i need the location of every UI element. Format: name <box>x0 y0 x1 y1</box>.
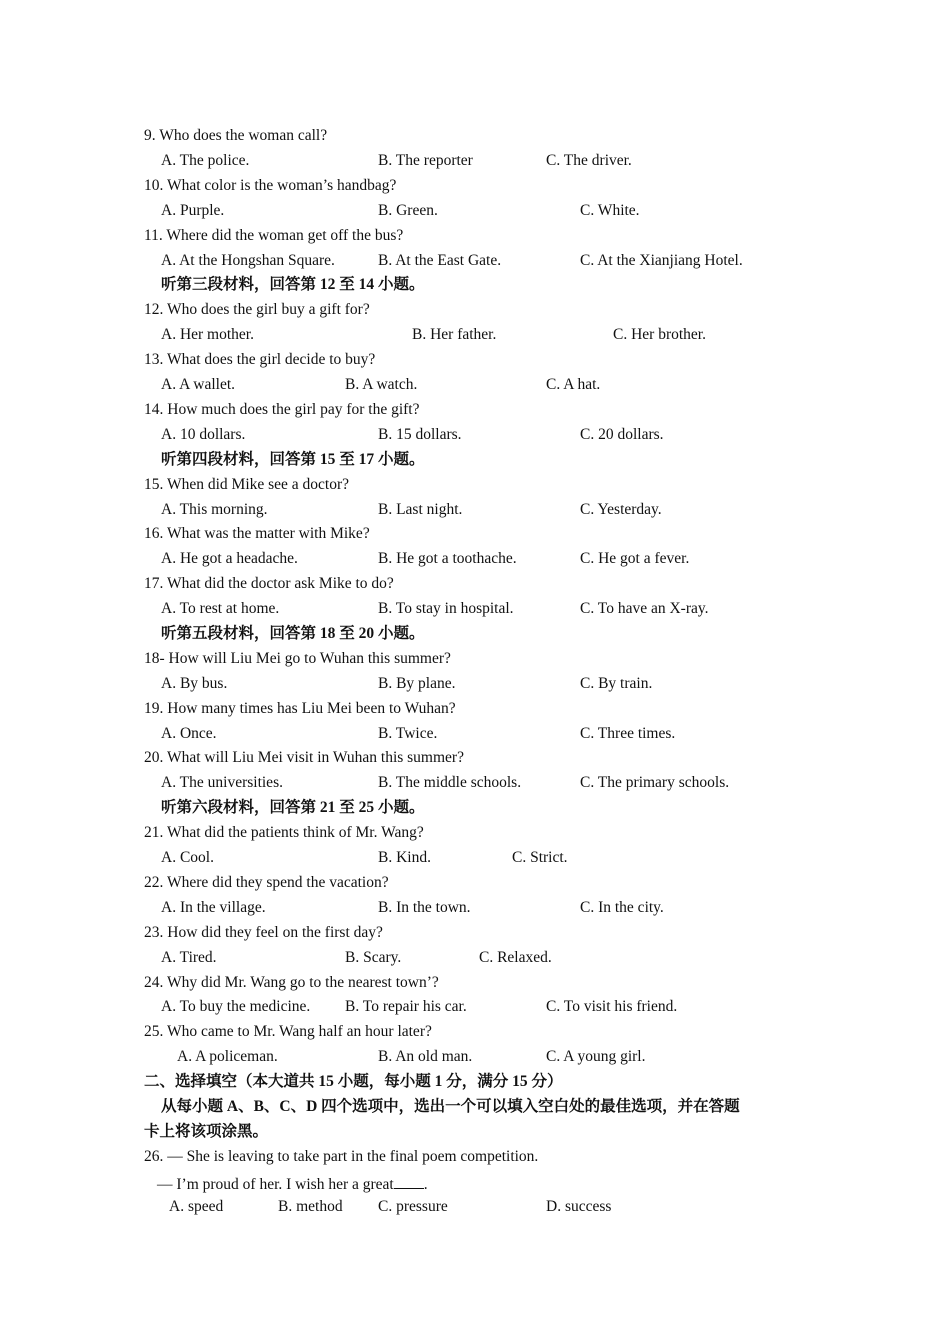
option-15b: B. Last night. <box>378 501 463 518</box>
option-11a: A. At the Hongshan Square. <box>161 252 335 269</box>
option-12c: C. Her brother. <box>613 326 706 343</box>
question-23: 23. How did they feel on the first day? <box>144 924 383 941</box>
option-25c: C. A young girl. <box>546 1048 646 1065</box>
option-18c: C. By train. <box>580 675 653 692</box>
option-11c: C. At the Xianjiang Hotel. <box>580 252 743 269</box>
option-15c: C. Yesterday. <box>580 501 662 518</box>
option-18b: B. By plane. <box>378 675 456 692</box>
option-23a: A. Tired. <box>161 949 217 966</box>
option-13c: C. A hat. <box>546 376 601 393</box>
question-14: 14. How much does the girl pay for the gift? <box>144 401 420 418</box>
option-19a: A. Once. <box>161 725 217 742</box>
option-24c: C. To visit his friend. <box>546 998 678 1015</box>
question-11: 11. Where did the woman get off the bus? <box>144 227 404 244</box>
option-14a: A. 10 dollars. <box>161 426 246 443</box>
section-6-heading: 听第六段材料，回答第 21 至 25 小题。 <box>161 799 425 816</box>
option-21c: C. Strict. <box>512 849 568 866</box>
question-21: 21. What did the patients think of Mr. Wang? <box>144 824 424 841</box>
question-12: 12. Who does the girl buy a gift for? <box>144 301 370 318</box>
option-16b: B. He got a toothache. <box>378 550 517 567</box>
option-16a: A. He got a headache. <box>161 550 298 567</box>
option-21a: A. Cool. <box>161 849 214 866</box>
question-26-reply <box>157 1172 428 1195</box>
option-22a: A. In the village. <box>161 899 266 916</box>
option-11b: B. At the East Gate. <box>378 252 502 269</box>
option-24a: A. To buy the medicine. <box>161 998 311 1015</box>
option-10b: B. Green. <box>378 202 438 219</box>
part-2-heading: 二、选择填空（本大道共 15 小题，每小题 1 分，满分 15 分） <box>144 1073 563 1090</box>
option-21b: B. Kind. <box>378 849 431 866</box>
question-16: 16. What was the matter with Mike? <box>144 525 370 542</box>
option-12b: B. Her father. <box>412 326 497 343</box>
question-17: 17. What did the doctor ask Mike to do? <box>144 575 394 592</box>
option-17a: A. To rest at home. <box>161 600 280 617</box>
option-19c: C. Three times. <box>580 725 676 742</box>
question-25: 25. Who came to Mr. Wang half an hour later? <box>144 1023 432 1040</box>
option-26c: C. pressure <box>378 1198 448 1215</box>
question-9: 9. Who does the woman call? <box>144 127 328 144</box>
option-14c: C. 20 dollars. <box>580 426 664 443</box>
question-18: 18- How will Liu Mei go to Wuhan this summer? <box>144 650 451 667</box>
option-9a: A. The police. <box>161 152 250 169</box>
option-9c: C. The driver. <box>546 152 632 169</box>
option-26a: A. speed <box>169 1198 224 1215</box>
question-26-reply-end: . <box>423 1176 428 1193</box>
option-10c: C. White. <box>580 202 640 219</box>
option-17c: C. To have an X-ray. <box>580 600 709 617</box>
question-26: 26. — She is leaving to take part in the final poem competition. <box>144 1148 539 1165</box>
part-2-instruction-line-1: 从每小题 A、B、C、D 四个选项中，选出一个可以填入空白处的最佳选项，并在答题 <box>161 1098 740 1115</box>
question-20: 20. What will Liu Mei visit in Wuhan this summer? <box>144 749 464 766</box>
option-13b: B. A watch. <box>345 376 418 393</box>
option-24b: B. To repair his car. <box>345 998 467 1015</box>
option-22c: C. In the city. <box>580 899 664 916</box>
option-20a: A. The universities. <box>161 774 283 791</box>
option-12a: A. Her mother. <box>161 326 254 343</box>
option-14b: B. 15 dollars. <box>378 426 462 443</box>
option-9b: B. The reporter <box>378 152 473 169</box>
question-15: 15. When did Mike see a doctor? <box>144 476 350 493</box>
option-20c: C. The primary schools. <box>580 774 730 791</box>
answer-blank <box>394 1172 424 1189</box>
option-13a: A. A wallet. <box>161 376 236 393</box>
part-2-instruction-line-2: 卡上将该项涂黑。 <box>144 1123 269 1140</box>
question-24: 24. Why did Mr. Wang go to the nearest town’? <box>144 974 439 991</box>
option-25a: A. A policeman. <box>177 1048 278 1065</box>
question-26-reply-text: — I’m proud of her. I wish her a great <box>157 1176 394 1193</box>
option-19b: B. Twice. <box>378 725 438 742</box>
option-16c: C. He got a fever. <box>580 550 690 567</box>
question-22: 22. Where did they spend the vacation? <box>144 874 389 891</box>
option-22b: B. In the town. <box>378 899 471 916</box>
option-25b: B. An old man. <box>378 1048 473 1065</box>
option-15a: A. This morning. <box>161 501 268 518</box>
section-5-heading: 听第五段材料，回答第 18 至 20 小题。 <box>161 625 425 642</box>
question-13: 13. What does the girl decide to buy? <box>144 351 376 368</box>
option-26b: B. method <box>278 1198 343 1215</box>
option-23b: B. Scary. <box>345 949 402 966</box>
question-19: 19. How many times has Liu Mei been to Wuhan? <box>144 700 456 717</box>
option-10a: A. Purple. <box>161 202 225 219</box>
option-18a: A. By bus. <box>161 675 228 692</box>
option-17b: B. To stay in hospital. <box>378 600 514 617</box>
section-3-heading: 听第三段材料，回答第 12 至 14 小题。 <box>161 276 425 293</box>
option-20b: B. The middle schools. <box>378 774 522 791</box>
option-23c: C. Relaxed. <box>479 949 552 966</box>
option-26d: D. success <box>546 1198 612 1215</box>
section-4-heading: 听第四段材料，回答第 15 至 17 小题。 <box>161 451 425 468</box>
question-10: 10. What color is the woman’s handbag? <box>144 177 397 194</box>
